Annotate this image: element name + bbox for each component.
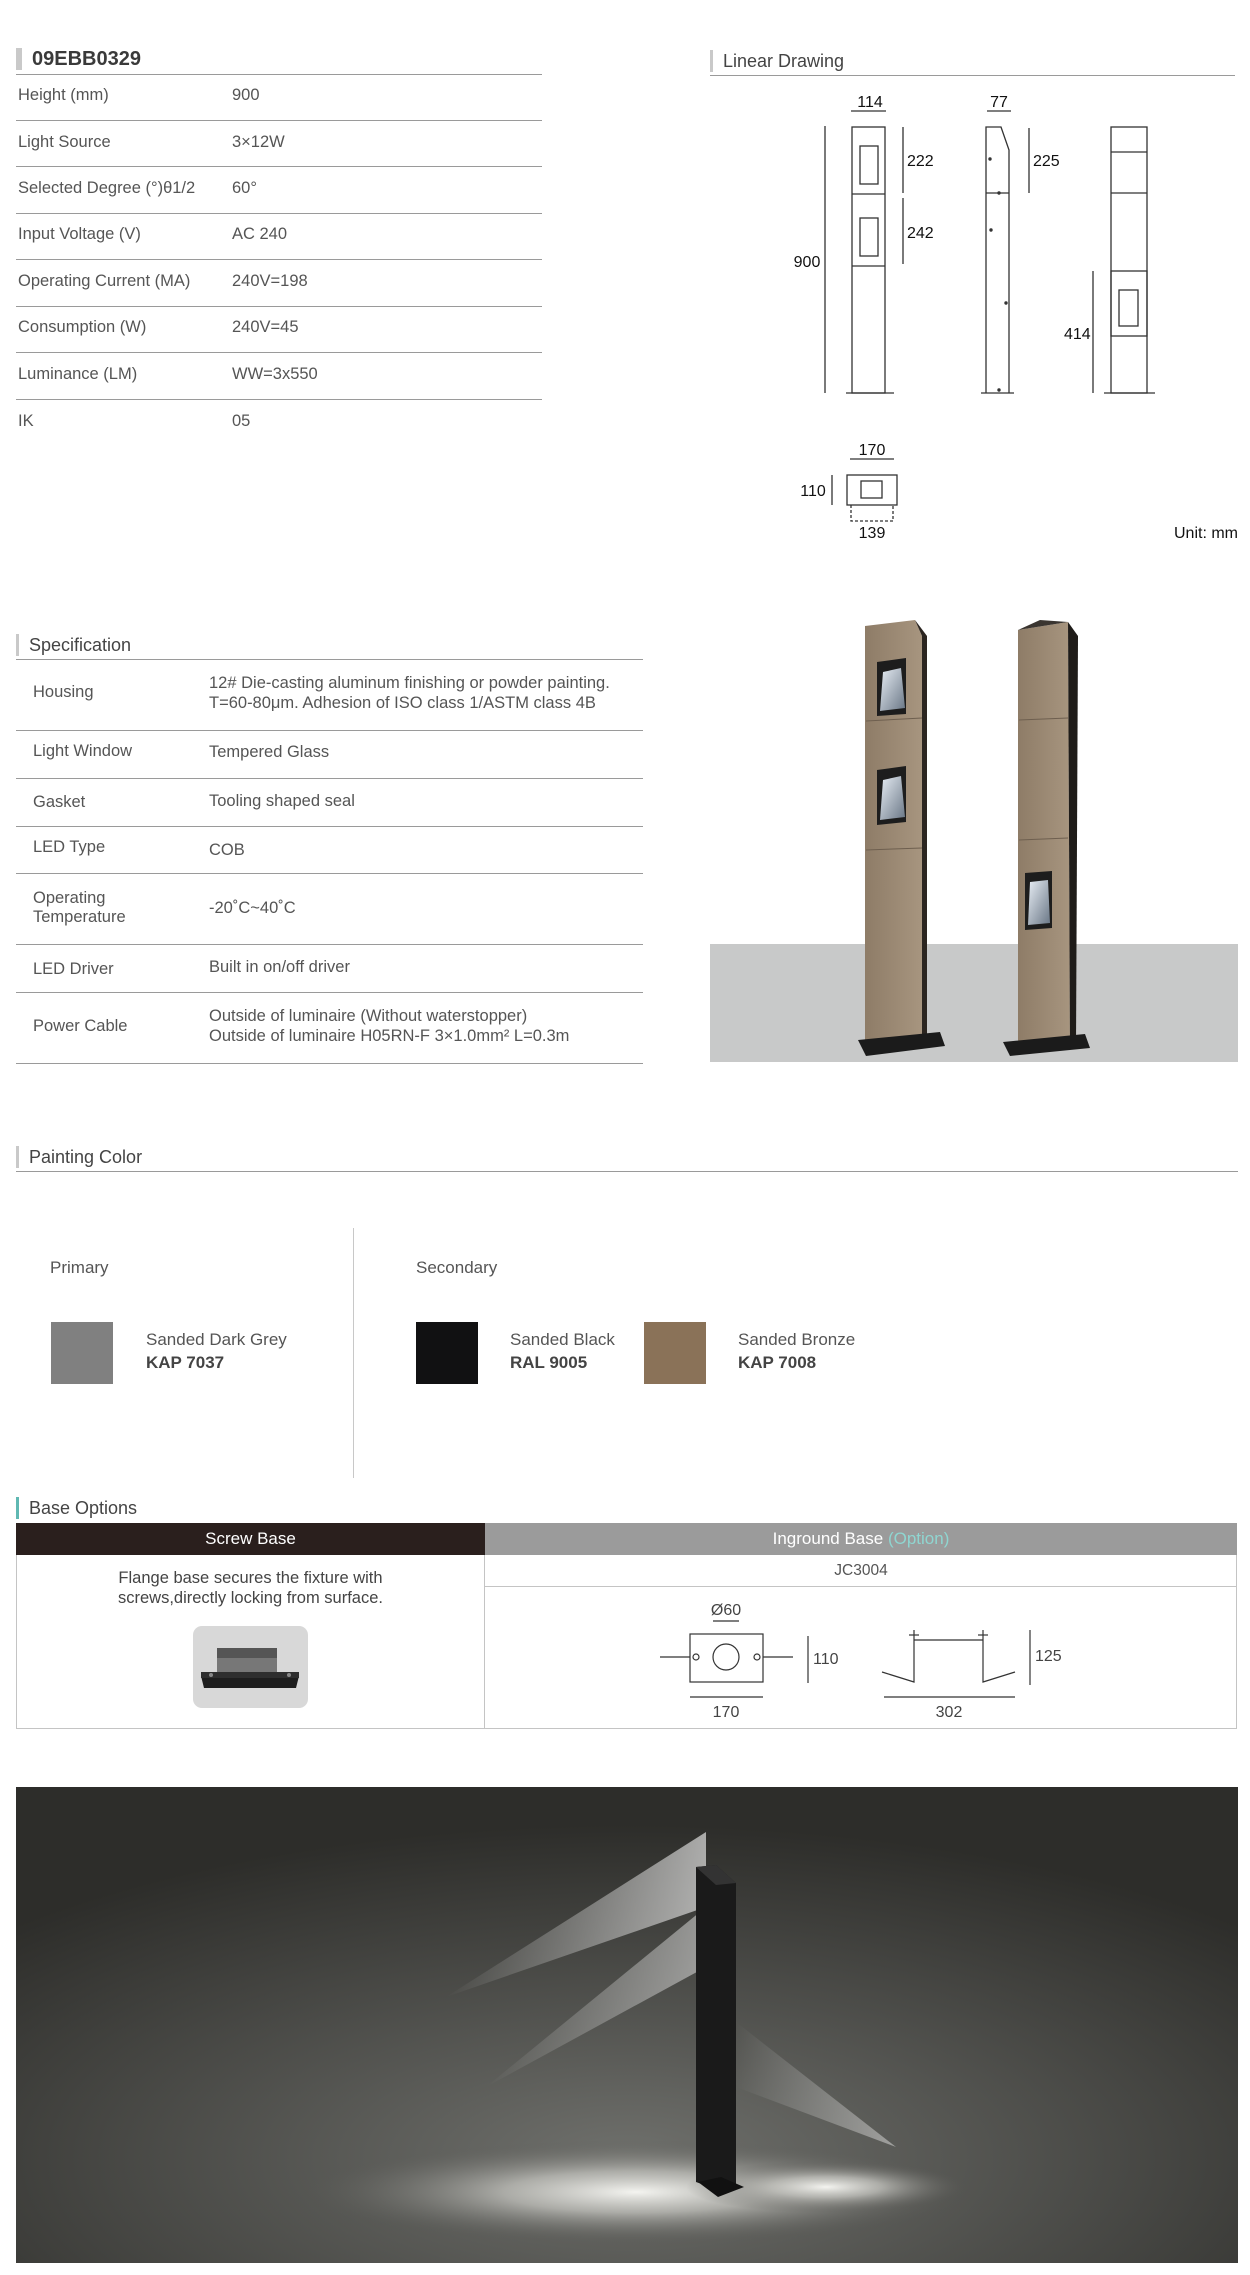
inground-base-header-text: Inground Base <box>772 1529 884 1548</box>
inground-model-row <box>485 1555 1237 1587</box>
property-value: 05 <box>232 412 251 430</box>
dim-base-depth: 110 <box>800 483 826 500</box>
base-options-title <box>16 1497 137 1519</box>
dim-base-inner: 139 <box>858 525 886 542</box>
product-render <box>0 0 1250 1070</box>
specification-title-text: Specification <box>29 635 132 655</box>
property-value: AC 240 <box>232 225 288 243</box>
inground-drawing <box>0 1590 1250 1725</box>
inground-dim-width-a: 170 <box>712 1704 740 1721</box>
property-value: 60° <box>232 179 257 197</box>
dim-back-window: 414 <box>1064 326 1091 343</box>
dim-side-upper: 225 <box>1033 153 1060 170</box>
spec-label: Light Window <box>33 742 133 760</box>
property-label: IK <box>18 412 34 430</box>
dim-height-total: 900 <box>793 254 821 271</box>
spec-value: Built in on/off driver <box>209 958 350 976</box>
color-name: Sanded Bronze <box>738 1330 856 1349</box>
painting-title-text: Painting Color <box>29 1147 143 1167</box>
color-name: Sanded Dark Grey <box>146 1330 287 1349</box>
primary-label: Primary <box>50 1258 109 1277</box>
screw-desc-line: Flange base secures the fixture with <box>118 1569 383 1587</box>
inground-model-text: JC3004 <box>834 1562 888 1579</box>
spec-value-line: T=60-80μm. Adhesion of ISO class 1/ASTM class 4B <box>209 694 596 712</box>
inground-dim-height-a: 110 <box>813 1651 839 1668</box>
product-code-text: 09EBB0329 <box>32 48 141 70</box>
painting-title <box>16 1146 142 1168</box>
unit-label: Unit: mm <box>1174 525 1238 542</box>
dim-width-side: 77 <box>990 94 1008 111</box>
property-value: 240V=198 <box>232 272 308 290</box>
color-code: RAL 9005 <box>510 1353 588 1372</box>
spec-value: COB <box>209 841 245 859</box>
spec-value-line: Outside of luminaire (Without waterstopper) <box>209 1007 528 1025</box>
spec-label: LED Type <box>33 838 106 856</box>
swatch-sanded-black <box>416 1322 478 1384</box>
property-label: Light Source <box>18 133 111 151</box>
property-value: WW=3x550 <box>232 365 318 383</box>
screw-base-header <box>16 1523 485 1555</box>
color-code: KAP 7008 <box>738 1353 817 1372</box>
spec-label: LED Driver <box>33 960 114 978</box>
property-label: Luminance (LM) <box>18 365 138 383</box>
spec-label: Housing <box>33 683 94 701</box>
spec-value: Tempered Glass <box>209 743 330 761</box>
linear-drawing-title-text: Linear Drawing <box>723 51 845 71</box>
swatch-sanded-bronze <box>644 1322 706 1384</box>
screw-desc-line: screws,directly locking from surface. <box>118 1589 383 1607</box>
spec-value-line: 12# Die-casting aluminum finishing or powder painting. <box>209 674 610 692</box>
screw-base-header-text: Screw Base <box>205 1529 296 1548</box>
spec-label-line: Operating <box>33 889 106 907</box>
night-render <box>16 1787 1238 2263</box>
color-code: KAP 7037 <box>146 1353 225 1372</box>
property-value: 900 <box>232 86 260 104</box>
property-label: Consumption (W) <box>18 318 147 336</box>
property-label: Input Voltage (V) <box>18 225 141 243</box>
inground-dim-diameter: Ø60 <box>710 1602 742 1619</box>
dim-base-width: 170 <box>858 442 886 459</box>
spec-value-line: Outside of luminaire H05RN-F 3×1.0mm² L=0.3m <box>209 1027 570 1045</box>
swatch-sanded-dark-grey <box>51 1322 113 1384</box>
spec-value: Tooling shaped seal <box>209 792 355 810</box>
painting-divider <box>353 1228 354 1478</box>
inground-option-text: (Option) <box>887 1529 950 1548</box>
inground-dim-width-b: 302 <box>935 1704 963 1721</box>
property-label: Selected Degree (°)θ1/2 <box>18 179 196 197</box>
spec-label: Power Cable <box>33 1017 128 1035</box>
spec-label: Gasket <box>33 793 86 811</box>
property-label: Operating Current (MA) <box>18 272 191 290</box>
inground-base-header <box>485 1523 1237 1555</box>
dim-width-front: 114 <box>857 94 883 111</box>
property-label: Height (mm) <box>18 86 109 104</box>
dim-upper-window: 222 <box>907 153 934 170</box>
spec-label-line: Temperature <box>33 908 126 926</box>
painting-underline <box>16 1171 1238 1172</box>
base-options-title-text: Base Options <box>29 1498 138 1518</box>
property-value: 3×12W <box>232 133 285 151</box>
secondary-label: Secondary <box>416 1258 498 1277</box>
property-value: 240V=45 <box>232 318 299 336</box>
color-name: Sanded Black <box>510 1330 615 1349</box>
spec-value: -20˚C~40˚C <box>209 899 296 917</box>
dim-lower-window: 242 <box>907 225 934 242</box>
inground-dim-height-b: 125 <box>1035 1648 1062 1665</box>
